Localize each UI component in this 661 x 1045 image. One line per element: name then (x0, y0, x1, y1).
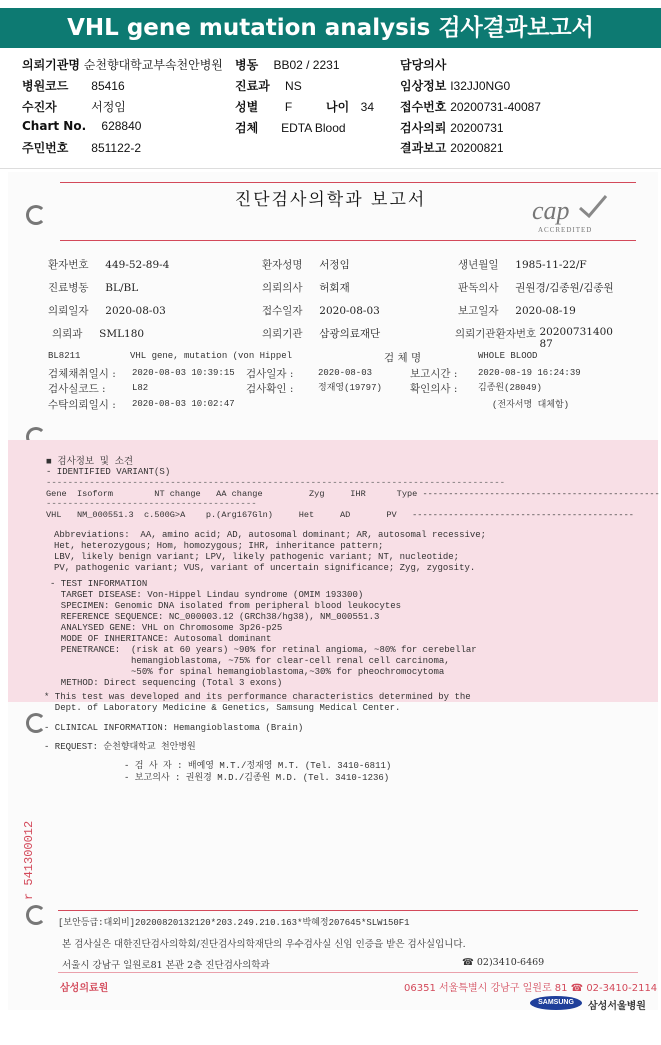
value: F (284, 100, 293, 114)
label: 의뢰의사 (262, 282, 303, 294)
certification-line: 본 검사실은 대한진단검사의학회/진단검사의학재단의 우수검사실 신임 인증을 받은 검사실입니다. (62, 939, 466, 950)
test-info-line: TARGET DISEASE: Von-Hippel Lindau syndrome (OMIM 193300) (50, 590, 364, 600)
section-title: ■ 검사정보 및 소견 (46, 456, 134, 467)
field-receipt-no (400, 98, 541, 115)
value: 2020073140087 (539, 326, 613, 350)
label: 담당의사 (400, 58, 447, 72)
examiner-info: - 검 사 자 : 배예영 M.T./정재영 M.T. (Tel. 3410-6811) (124, 761, 392, 771)
value: 20200821 (450, 141, 504, 155)
samsung-hospital-name: 삼성서울병원 (588, 1001, 646, 1012)
request-info: - REQUEST: 순천향대학교 천안병원 (44, 742, 196, 752)
disclaimer-line: Dept. of Laboratory Medicine & Genetics, Samsung Medical Center. (44, 703, 401, 713)
label: 병원코드 (22, 79, 69, 93)
hospital-group-name: 삼성의료원 (60, 983, 109, 994)
value: 서정임 (91, 100, 126, 114)
binder-hole-icon (26, 713, 46, 733)
field-patient (22, 98, 126, 115)
value: BL/BL (105, 282, 139, 294)
value: BB02 / 2231 (273, 58, 340, 72)
specimen-label: 검 체 명 (384, 352, 422, 364)
collect-label: 검체채취일시 : (48, 368, 116, 380)
disclaimer-line: * This test was developed and its performance characteristics determined by the (44, 692, 471, 702)
label: 검사의뢰 (400, 121, 447, 135)
address-line: 서울시 강남구 일원로81 본관 2층 진단검사의학과 (62, 960, 270, 971)
label: 보고일자 (458, 305, 499, 317)
value: 851122-2 (91, 141, 142, 155)
info-birth (458, 257, 587, 272)
report-banner-title: VHL gene mutation analysis 검사결과보고서 (0, 8, 661, 48)
info-req-institution (262, 326, 380, 341)
value: 허회재 (319, 282, 350, 294)
label: 검체 (235, 121, 259, 135)
value: 20200731-40087 (450, 100, 541, 114)
test-info-line: ~50% for spinal hemangioblastoma,~30% for pheochromocytoma (50, 667, 445, 677)
divider-dashes: --------------------------------------- (46, 499, 257, 509)
report-time-label: 보고시간 : (410, 368, 458, 380)
info-req-date (48, 303, 166, 318)
value: NS (285, 79, 302, 93)
label: 의뢰기관 (262, 328, 303, 340)
test-name: VHL gene, mutation (von Hippel (130, 351, 293, 361)
report-title: 진단검사의학과 보고서 (234, 190, 427, 210)
field-hospital-code (22, 77, 125, 94)
field-age (326, 98, 374, 115)
exam-date-value: 2020-08-03 (318, 368, 373, 378)
label: 의뢰과 (52, 328, 83, 340)
label: 진료과 (235, 79, 270, 93)
field-result-date (400, 139, 504, 156)
esign-note: (전자서명 대체함) (492, 400, 570, 410)
room-value: L82 (132, 383, 149, 393)
label: 환자성명 (262, 259, 303, 271)
value: 34 (360, 100, 374, 114)
clinical-info: - CLINICAL INFORMATION: Hemangioblastoma (Brain) (44, 723, 304, 733)
header-divider (0, 168, 661, 169)
value: EDTA Blood (281, 121, 346, 135)
reporter-info: - 보고의사 : 권원경 M.D./김종원 M.D. (Tel. 3410-1236) (124, 773, 390, 783)
consign-value: 2020-08-03 10:02:47 (132, 399, 235, 409)
field-clinical-info (400, 77, 510, 94)
label: 결과보고 (400, 141, 447, 155)
test-info-line: METHOD: Direct sequencing (Total 3 exons) (50, 678, 283, 688)
field-department (235, 77, 302, 94)
label: 병동 (235, 58, 259, 72)
label: 의뢰기관환자번호 (455, 328, 537, 340)
info-report-date (458, 303, 576, 318)
test-info-line: PENETRANCE: (risk at 60 years) ~90% for retinal angioma, ~80% for cerebellar (50, 645, 477, 655)
value: 628840 (101, 119, 142, 133)
abbrev-line: LBV, likely benign variant; LPV, likely pathogenic variant; NT, nucleotide; (54, 552, 460, 562)
field-chart-no (22, 119, 141, 133)
label: 의뢰기관명 (22, 58, 80, 72)
collect-value: 2020-08-03 10:39:15 (132, 368, 235, 378)
value: 서정임 (319, 259, 350, 271)
label: 진료병동 (48, 282, 89, 294)
binder-hole-icon (26, 205, 46, 225)
value: 2020-08-03 (105, 305, 166, 317)
report-time-value: 2020-08-19 16:24:39 (478, 368, 581, 378)
field-resident-no (22, 139, 141, 156)
abbrev-line: Abbreviations: AA, amino acid; AD, autosomal dominant; AR, autosomal recessive; (54, 530, 487, 540)
label: 성별 (235, 100, 259, 114)
lab-phone: ☎ 02)3410-6469 (462, 957, 545, 968)
hospital-address: 06351 서울특별시 강남구 일원로 81 ☎ 02-3410-2114 (404, 983, 658, 994)
info-inst-patient-no (455, 326, 618, 350)
doctor-value: 김종원(28049) (478, 383, 542, 393)
test-info-line: REFERENCE SEQUENCE: NC_000003.12 (GRCh38/hg38), NM_000551.3 (50, 612, 380, 622)
label: 생년월일 (458, 259, 499, 271)
label: 환자번호 (48, 259, 89, 271)
binder-hole-icon (26, 905, 46, 925)
cap-logo-text: cap (532, 196, 570, 225)
doctor-label: 확인의사 : (410, 383, 458, 395)
confirm-label: 검사확인 : (246, 383, 294, 395)
variant-table-header: Gene Isoform NT change AA change Zyg IHR Type ---------------------------------------------- (46, 489, 660, 499)
confirm-value: 정재영(19797) (318, 383, 382, 393)
field-sex (235, 98, 292, 115)
value: SML180 (99, 328, 145, 340)
value: 85416 (91, 79, 125, 93)
test-code: BL8211 (48, 351, 81, 361)
field-specimen (235, 119, 346, 136)
test-info-line: ANALYSED GENE: VHL on Chromosome 3p26-p25 (50, 623, 283, 633)
field-ward (235, 56, 340, 73)
value: 2020-08-03 (319, 305, 380, 317)
label: 주민번호 (22, 141, 69, 155)
value: 2020-08-19 (515, 305, 576, 317)
info-patient-no (48, 257, 169, 272)
consign-label: 수탁의뢰일시 : (48, 399, 116, 411)
info-patient-name (262, 257, 350, 272)
value: 순천향대학교부속천안병원 (83, 58, 223, 72)
label: 접수일자 (262, 305, 303, 317)
value: 20200731 (450, 121, 504, 135)
field-institution (22, 56, 223, 73)
label: 수진자 (22, 100, 57, 114)
exam-date-label: 검사일자 : (246, 368, 294, 380)
cap-accredited-text: ACCREDITED (538, 226, 593, 234)
test-info-line: MODE OF INHERITANCE: Autosomal dominant (50, 634, 272, 644)
info-ward (48, 280, 138, 295)
variants-title: - IDENTIFIED VARIANT(S) (46, 467, 171, 477)
test-info-line: SPECIMEN: Genomic DNA isolated from peripheral blood leukocytes (50, 601, 402, 611)
security-line: [보안등급:대외비]20200820132120*203.249.210.163*박혜정207645*SLW150F1 (58, 918, 410, 928)
value: 1985-11-22/F (515, 259, 587, 271)
divider-dashes: ------------------------------------------------------------------------------------- (46, 478, 506, 488)
test-info-line: hemangioblastoma, ~75% for clear-cell renal cell carcinoma, (50, 656, 450, 666)
abbrev-line: Het, heterozygous; Hom, homozygous; IHR, inheritance pattern; (54, 541, 384, 551)
specimen-value: WHOLE BLOOD (478, 351, 538, 361)
footer-red-rule (58, 910, 638, 911)
value: 삼광의료재단 (319, 328, 381, 340)
label: 판독의사 (458, 282, 499, 294)
value: I32JJ0NG0 (450, 79, 511, 93)
footer-pink-rule (58, 972, 638, 973)
label: 접수번호 (400, 100, 447, 114)
info-receipt-date (262, 303, 380, 318)
checkmark-icon (578, 194, 608, 220)
label: 의뢰일자 (48, 305, 89, 317)
label: 나이 (326, 100, 350, 114)
top-red-rule (60, 182, 636, 183)
info-req-dept (52, 326, 144, 341)
label: 임상정보 (400, 79, 447, 93)
test-info-line: - TEST INFORMATION (50, 579, 148, 589)
field-doctor (400, 56, 446, 73)
value: 449-52-89-4 (105, 259, 170, 271)
variant-row: VHL NM_000551.3 c.500G>A p.(Arg167Gln) Het AD PV ------------------------------------------- (46, 510, 634, 520)
label: Chart No. (22, 119, 87, 133)
value: 권원경/김종원/김종원 (515, 282, 614, 294)
title-red-rule (60, 240, 636, 241)
abbrev-line: PV, pathogenic variant; VUS, variant of uncertain significance; Zyg, zygosity. (54, 563, 476, 573)
info-req-doctor (262, 280, 350, 295)
room-label: 검사실코드 : (48, 383, 106, 395)
info-reader (458, 280, 614, 295)
cap-accredited-logo (532, 196, 593, 234)
samsung-logo: SAMSUNG (530, 996, 582, 1010)
field-request-date (400, 119, 504, 136)
vertical-serial: r 541300012 (22, 820, 36, 900)
